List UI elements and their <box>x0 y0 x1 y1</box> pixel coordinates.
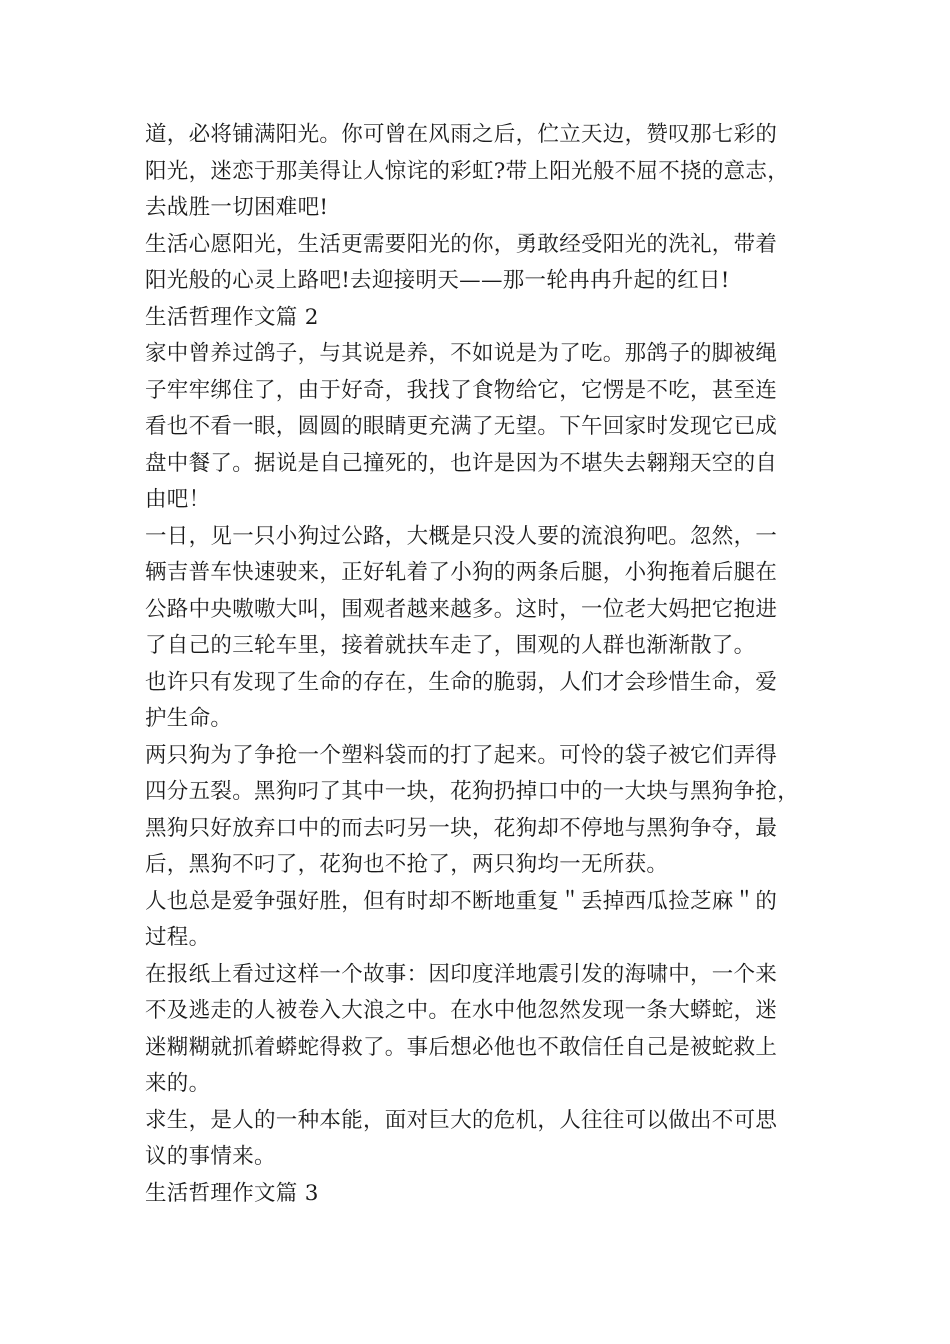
text-line: 子牢牢绑住了，由于好奇，我找了食物给它，它愣是不吃，甚至连 <box>145 377 778 403</box>
text-line: 来的。 <box>145 1071 211 1096</box>
text-line: 家中曾养过鸽子，与其说是养，不如说是为了吃。那鸽子的脚被绳 <box>145 341 778 366</box>
section-heading-3: 生活哲理作文篇 3 <box>145 1180 319 1206</box>
text-line: 两只狗为了争抢一个塑料袋而的打了起来。可怜的袋子被它们弄得 <box>145 742 778 768</box>
text-line: 四分五裂。黑狗叼了其中一块，花狗扔掉口中的一大块与黑狗争抢， <box>145 779 800 804</box>
text-line: 议的事情来。 <box>145 1144 276 1169</box>
section-heading-2: 生活哲理作文篇 2 <box>145 304 319 330</box>
text-line: 一日，见一只小狗过公路，大概是只没人要的流浪狗吧。忽然，一 <box>145 523 778 549</box>
text-line: 生活心愿阳光，生活更需要阳光的你，勇敢经受阳光的洗礼，带着 <box>145 231 778 257</box>
text-line: 看也不看一眼，圆圆的眼睛更充满了无望。下午回家时发现它已成 <box>145 414 778 439</box>
text-line: 公路中央嗷嗷大叫，围观者越来越多。这时，一位老大妈把它抱进 <box>145 596 778 622</box>
text-line: 后，黑狗不叼了，花狗也不抢了，两只狗均一无所获。 <box>145 852 669 877</box>
text-line: 去战胜一切困难吧! <box>145 195 329 220</box>
text-line: 过程。 <box>145 925 211 950</box>
text-line: 道，必将铺满阳光。你可曾在风雨之后，伫立天边，赞叹那七彩的 <box>145 122 778 147</box>
text-line: 在报纸上看过这样一个故事：因印度洋地震引发的海啸中，一个来 <box>145 961 778 987</box>
text-line: 了自己的三轮车里，接着就扶车走了，围观的人群也渐渐散了。 <box>145 633 756 658</box>
text-line: 阳光，迷恋于那美得让人惊诧的彩虹?带上阳光般不屈不挠的意志， <box>145 158 790 184</box>
text-line: 迷糊糊就抓着蟒蛇得救了。事后想必他也不敢信任自己是被蛇救上 <box>145 1034 778 1060</box>
document-body <box>145 117 815 1212</box>
text-line: 盘中餐了。据说是自己撞死的，也许是因为不堪失去翱翔天空的自 <box>145 450 778 476</box>
text-line: 人也总是爱争强好胜，但有时却不断地重复＂丢掉西瓜捡芝麻＂的 <box>145 888 778 914</box>
text-line: 不及逃走的人被卷入大浪之中。在水中他忽然发现一条大蟒蛇，迷 <box>145 998 778 1023</box>
text-line: 也许只有发现了生命的存在，生命的脆弱，人们才会珍惜生命，爱 <box>145 669 778 695</box>
text-line: 由吧！ <box>145 487 211 512</box>
text-line: 护生命。 <box>145 706 233 731</box>
text-line: 求生，是人的一种本能，面对巨大的危机，人往往可以做出不可思 <box>145 1107 778 1133</box>
text-line: 黑狗只好放弃口中的而去叼另一块，花狗却不停地与黑狗争夺，最 <box>145 815 778 841</box>
text-line: 辆吉普车快速驶来，正好轧着了小狗的两条后腿，小狗拖着后腿在 <box>145 560 778 585</box>
text-line: 阳光般的心灵上路吧!去迎接明天——那一轮冉冉升起的红日! <box>145 268 730 293</box>
